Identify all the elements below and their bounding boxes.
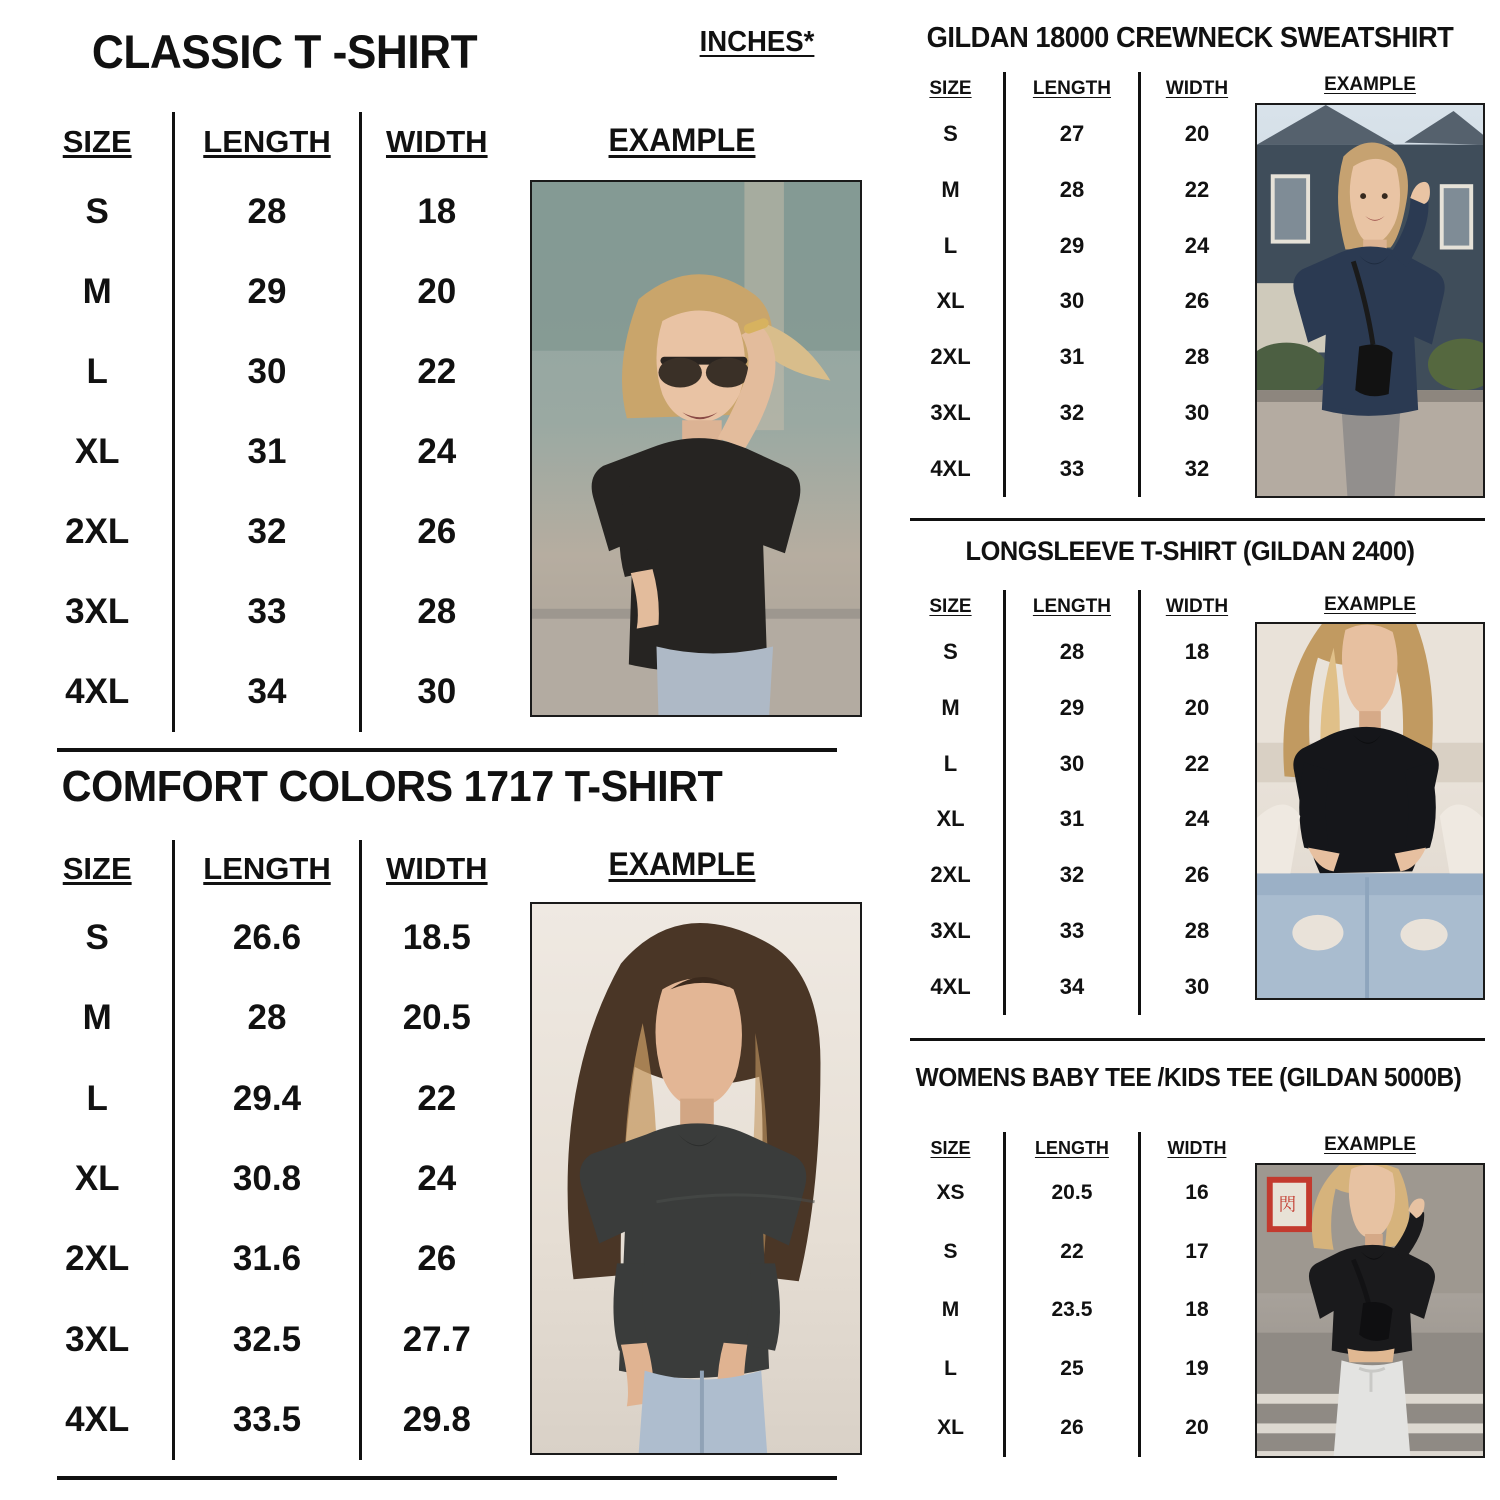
th-width: WIDTH <box>385 851 488 886</box>
cell-size: XL <box>898 792 1005 848</box>
cell-length: 28 <box>1005 162 1140 218</box>
table-row <box>898 1223 1253 1282</box>
baby-tee-example-photo <box>1255 1163 1485 1458</box>
cell-length: 34 <box>1005 959 1140 1015</box>
cell-size: 4XL <box>898 959 1005 1015</box>
longsleeve-example-label: EXAMPLE <box>1324 594 1416 615</box>
cell-size: 2XL <box>22 1219 174 1299</box>
cell-length: 30 <box>174 332 360 412</box>
classic-tshirt-title: CLASSIC T -SHIRT <box>91 25 478 78</box>
table-row <box>898 1340 1253 1399</box>
th-size: SIZE <box>898 72 1005 106</box>
right-column <box>880 0 1492 1500</box>
section-divider <box>910 518 1485 521</box>
th-length: LENGTH <box>174 840 360 898</box>
table-row <box>898 329 1253 385</box>
table-row <box>898 441 1253 497</box>
cell-size: M <box>898 680 1005 736</box>
cell-length: 29 <box>1005 680 1140 736</box>
cell-length: 33 <box>1005 441 1140 497</box>
cell-length: 23.5 <box>1005 1281 1140 1340</box>
cell-width: 28 <box>1184 344 1210 370</box>
cell-size: 2XL <box>22 492 174 572</box>
th-length: LENGTH <box>1005 590 1140 624</box>
cell-length: 29 <box>174 252 360 332</box>
baby-tee-example-label: EXAMPLE <box>1324 1134 1416 1155</box>
cell-length: 29.4 <box>174 1059 360 1139</box>
baby-tee-table <box>898 1132 1253 1457</box>
cell-length: 26.6 <box>174 898 360 978</box>
cell-length: 33.5 <box>174 1380 360 1460</box>
table-row <box>22 1219 512 1299</box>
table-row <box>22 332 512 412</box>
units-note: INCHES* <box>699 26 815 58</box>
cell-size: M <box>22 252 174 332</box>
table-row <box>898 847 1253 903</box>
th-length: LENGTH <box>1005 1132 1140 1164</box>
th-length: LENGTH <box>174 112 360 172</box>
cell-width: 28 <box>1184 918 1210 944</box>
table-header-row <box>898 72 1253 106</box>
table-row <box>22 652 512 732</box>
cell-size: L <box>898 1340 1005 1399</box>
cell-size: L <box>898 736 1005 792</box>
cell-length: 33 <box>1005 903 1140 959</box>
cell-width: 32 <box>1184 456 1210 482</box>
cell-size: XL <box>898 1398 1005 1457</box>
cell-size: S <box>898 106 1005 162</box>
table-row <box>898 736 1253 792</box>
cell-length: 28 <box>1005 624 1140 680</box>
cell-width: 30 <box>1184 974 1210 1000</box>
table-row <box>898 1164 1253 1223</box>
th-size: SIZE <box>22 112 174 172</box>
cell-length: 31 <box>1005 792 1140 848</box>
table-row <box>898 959 1253 1015</box>
table-row <box>898 792 1253 848</box>
th-size: SIZE <box>22 840 174 898</box>
cell-length: 32 <box>1005 385 1140 441</box>
cell-size: L <box>22 1059 174 1139</box>
cell-size: S <box>898 1223 1005 1282</box>
table-header-row <box>22 840 512 898</box>
cell-length: 30 <box>1005 274 1140 330</box>
cell-width: 22 <box>417 352 457 391</box>
table-row <box>22 978 512 1058</box>
cell-width: 18.5 <box>402 918 471 958</box>
cell-width: 24 <box>417 432 457 471</box>
table-row <box>898 680 1253 736</box>
cell-width: 24 <box>1184 232 1210 258</box>
svg-text:閃: 閃 <box>1278 1195 1297 1216</box>
cell-width: 26 <box>417 512 457 551</box>
cell-width: 28 <box>417 592 457 631</box>
table-row <box>22 1059 512 1139</box>
cell-width: 29.8 <box>402 1399 471 1439</box>
comfort-colors-title: COMFORT COLORS 1717 T-SHIRT <box>61 762 723 811</box>
cell-size: XS <box>898 1164 1005 1223</box>
cell-length: 32 <box>1005 847 1140 903</box>
table-row <box>898 385 1253 441</box>
cell-length: 30 <box>1005 736 1140 792</box>
cell-width: 24 <box>1184 806 1210 832</box>
cell-size: S <box>22 898 174 978</box>
table-row <box>22 172 512 252</box>
cell-width: 20 <box>1184 120 1210 146</box>
gildan-18000-table <box>898 72 1253 497</box>
left-column <box>12 0 842 1500</box>
th-length: LENGTH <box>1005 72 1140 106</box>
longsleeve-table <box>898 590 1253 1015</box>
cell-width: 22 <box>1184 176 1210 202</box>
cell-width: 18 <box>417 192 457 231</box>
table-row <box>22 572 512 652</box>
cell-length: 32 <box>174 492 360 572</box>
cell-size: M <box>22 978 174 1058</box>
cell-size: L <box>22 332 174 412</box>
th-width: WIDTH <box>385 124 488 159</box>
cell-size: 3XL <box>22 1299 174 1379</box>
cell-width: 20 <box>1184 694 1210 720</box>
gildan-18000-title: GILDAN 18000 CREWNECK SWEATSHIRT <box>926 22 1454 54</box>
cell-size: 4XL <box>22 1380 174 1460</box>
classic-tshirt-example-photo <box>530 180 862 717</box>
cell-width: 26 <box>1184 288 1210 314</box>
table-header-row <box>22 112 512 172</box>
longsleeve-example-photo <box>1255 622 1485 1000</box>
cell-width: 18 <box>1185 1298 1209 1322</box>
cell-size: XL <box>898 274 1005 330</box>
cell-width: 24 <box>417 1158 457 1198</box>
table-row <box>898 218 1253 274</box>
cell-length: 33 <box>174 572 360 652</box>
section-divider <box>57 1476 837 1480</box>
th-size: SIZE <box>898 1132 1005 1164</box>
cell-width: 16 <box>1185 1181 1209 1205</box>
cell-length: 31 <box>174 412 360 492</box>
comfort-colors-table <box>22 840 512 1460</box>
table-row <box>22 412 512 492</box>
cell-length: 26 <box>1005 1398 1140 1457</box>
cell-size: L <box>898 218 1005 274</box>
cell-width: 26 <box>1184 862 1210 888</box>
cell-size: 3XL <box>898 903 1005 959</box>
cell-size: M <box>898 162 1005 218</box>
section-divider <box>910 1038 1485 1041</box>
cell-width: 22 <box>1184 750 1210 776</box>
table-row <box>898 1398 1253 1457</box>
cell-length: 22 <box>1005 1223 1140 1282</box>
table-row <box>22 252 512 332</box>
cell-size: 3XL <box>22 572 174 652</box>
cell-size: 2XL <box>898 847 1005 903</box>
table-row <box>898 903 1253 959</box>
cell-length: 27 <box>1005 106 1140 162</box>
cell-size: 4XL <box>22 652 174 732</box>
cell-length: 34 <box>174 652 360 732</box>
table-row <box>22 1380 512 1460</box>
table-header-row <box>898 590 1253 624</box>
table-header-row <box>898 1132 1253 1164</box>
table-row <box>22 898 512 978</box>
classic-example-label: EXAMPLE <box>608 122 756 158</box>
comfort-colors-example-photo <box>530 902 862 1455</box>
cell-size: 2XL <box>898 329 1005 385</box>
cell-size: 4XL <box>898 441 1005 497</box>
cell-width: 20 <box>1185 1415 1209 1439</box>
cell-width: 17 <box>1185 1239 1209 1263</box>
cell-width: 30 <box>1184 400 1210 426</box>
cell-width: 20 <box>417 272 457 311</box>
table-row <box>22 1139 512 1219</box>
cell-length: 28 <box>174 978 360 1058</box>
cell-length: 30.8 <box>174 1139 360 1219</box>
cell-length: 29 <box>1005 218 1140 274</box>
table-row <box>898 106 1253 162</box>
th-width: WIDTH <box>1165 78 1229 99</box>
cell-width: 27.7 <box>402 1319 471 1359</box>
cell-size: 3XL <box>898 385 1005 441</box>
table-row <box>898 274 1253 330</box>
cell-width: 20.5 <box>402 998 471 1038</box>
table-row <box>898 624 1253 680</box>
comfort-example-label: EXAMPLE <box>608 846 756 882</box>
cell-width: 30 <box>417 672 457 711</box>
cell-length: 20.5 <box>1005 1164 1140 1223</box>
gildan-18000-example-photo <box>1255 103 1485 498</box>
th-size: SIZE <box>898 590 1005 624</box>
classic-tshirt-table <box>22 112 512 732</box>
cell-size: M <box>898 1281 1005 1340</box>
cell-size: S <box>22 172 174 252</box>
cell-length: 31.6 <box>174 1219 360 1299</box>
th-width: WIDTH <box>1165 596 1229 617</box>
cell-size: XL <box>22 1139 174 1219</box>
th-width: WIDTH <box>1167 1137 1227 1158</box>
cell-length: 28 <box>174 172 360 252</box>
table-row <box>898 1281 1253 1340</box>
baby-tee-title: WOMENS BABY TEE /KIDS TEE (GILDAN 5000B) <box>915 1062 1462 1092</box>
section-divider <box>57 748 837 752</box>
cell-size: S <box>898 624 1005 680</box>
cell-width: 18 <box>1184 638 1210 664</box>
cell-length: 32.5 <box>174 1299 360 1379</box>
cell-length: 25 <box>1005 1340 1140 1399</box>
cell-length: 31 <box>1005 329 1140 385</box>
table-row <box>898 162 1253 218</box>
cell-width: 26 <box>417 1239 457 1279</box>
table-row <box>22 1299 512 1379</box>
longsleeve-title: LONGSLEEVE T-SHIRT (GILDAN 2400) <box>965 536 1415 566</box>
table-row <box>22 492 512 572</box>
gildan-example-label: EXAMPLE <box>1324 74 1416 95</box>
cell-width: 22 <box>417 1078 457 1118</box>
cell-width: 19 <box>1185 1357 1209 1381</box>
cell-size: XL <box>22 412 174 492</box>
